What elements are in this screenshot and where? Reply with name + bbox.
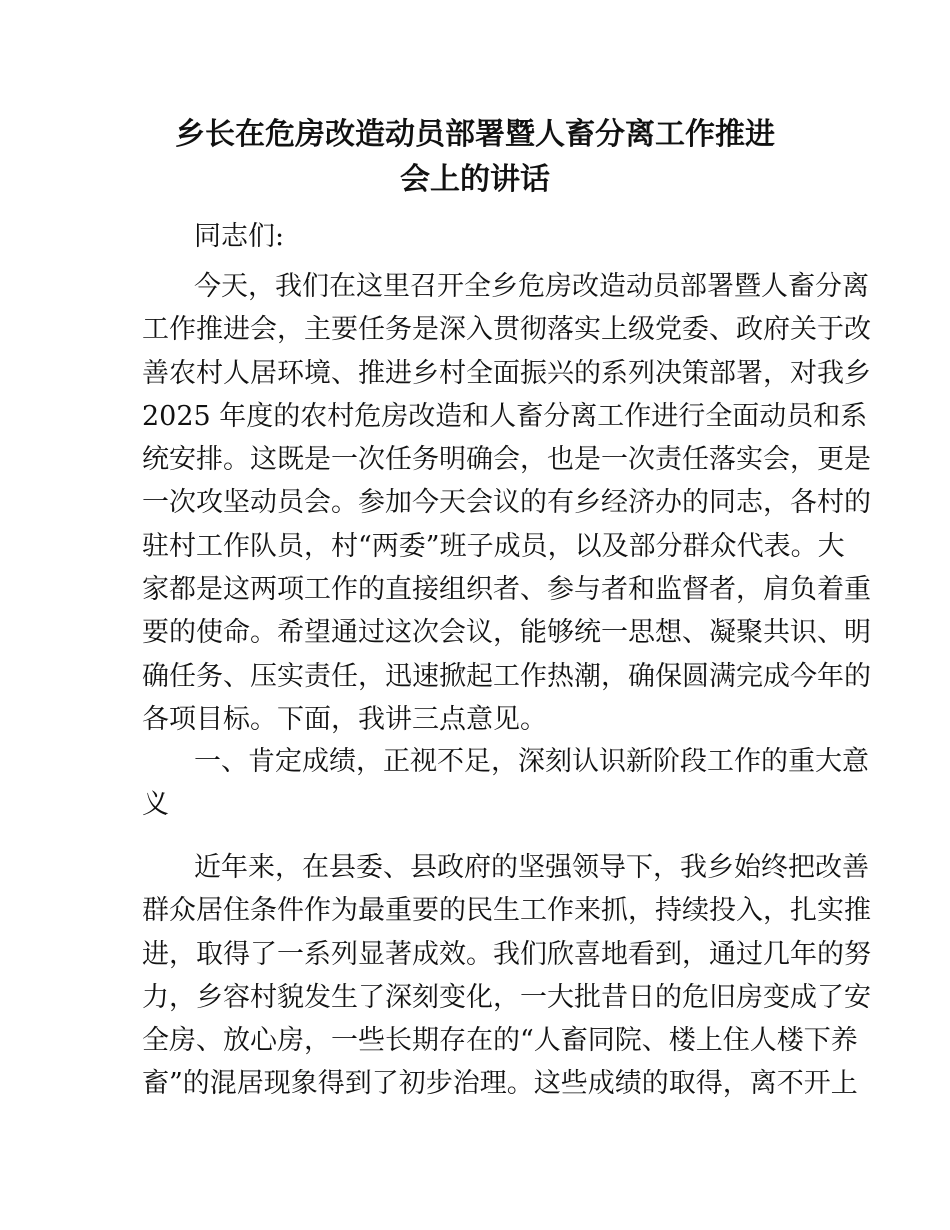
text-line: 力，乡容村貌发生了深刻变化，一大批昔日的危旧房变成了安 — [142, 981, 871, 1013]
text-line: 进，取得了一系列显著成效。我们欣喜地看到，通过几年的努 — [142, 938, 871, 970]
text-line: 今天，我们在这里召开全乡危房改造动员部署暨人畜分离 — [194, 271, 869, 302]
text-line: 善农村人居环境、推进乡村全面振兴的系列决策部署，对我乡 — [142, 357, 871, 389]
document-title — [0, 112, 950, 202]
text-line: 一、肯定成绩，正视不足，深刻认识新阶段工作的重大意 — [194, 746, 869, 777]
text-line: 畜”的混居现象得到了初步治理。这些成绩的取得，离不开上 — [142, 1068, 858, 1100]
text-line: 一次攻坚动员会。参加今天会议的有乡经济办的同志，各村的 — [142, 487, 871, 519]
text-line: 同志们: — [194, 221, 285, 252]
text-line: 驻村工作队员，村“两委”班子成员，以及部分群众代表。大 — [142, 530, 845, 562]
text-line: 工作推进会，主要任务是深入贯彻落实上级党委、政府关于改 — [142, 314, 871, 346]
title-line: 会上的讲话 — [400, 162, 550, 197]
text-line: 群众居住条件作为最重要的民生工作来抓，持续投入，扎实推 — [142, 895, 871, 927]
paragraph-intro — [142, 265, 871, 741]
text-line: 各项目标。下面，我讲三点意见。 — [142, 703, 547, 735]
text-line: 要的使命。希望通过这次会议，能够统一思想、凝聚共识、明 — [142, 617, 871, 649]
text-line: 家都是这两项工作的直接组织者、参与者和监督者，肩负着重 — [142, 574, 871, 606]
text-line: 确任务、压实责任，迅速掀起工作热潮，确保圆满完成今年的 — [142, 660, 871, 692]
section-heading-1 — [142, 740, 869, 827]
text-line: 统安排。这既是一次任务明确会，也是一次责任落实会，更是 — [142, 444, 871, 476]
text-line: 近年来，在县委、县政府的坚强领导下，我乡始终把改善 — [194, 852, 869, 883]
salutation — [142, 215, 810, 258]
paragraph-achievements — [142, 846, 871, 1106]
text-line: 义 — [142, 789, 169, 821]
text-line: 全房、放心房，一些长期存在的“人畜同院、楼上住人楼下养 — [142, 1025, 858, 1057]
text-line: 2025 年度的农村危房改造和人畜分离工作进行全面动员和系 — [142, 400, 868, 432]
title-line: 乡长在危房改造动员部署暨人畜分离工作推进 — [175, 117, 775, 152]
